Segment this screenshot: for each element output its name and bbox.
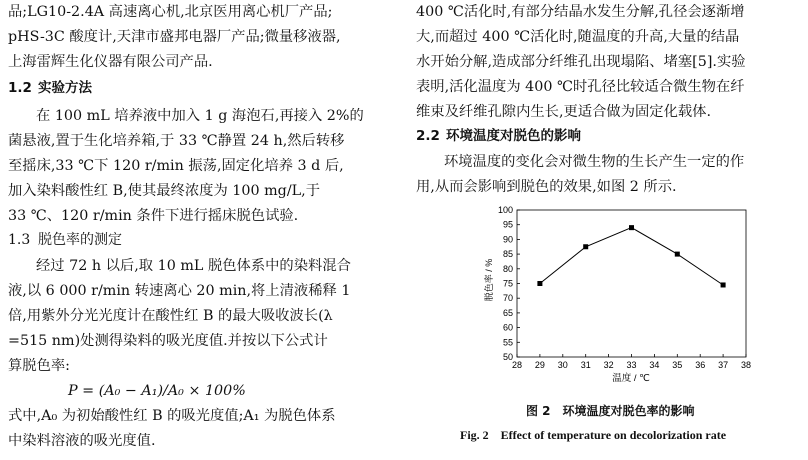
section-number: 2.2	[416, 128, 440, 144]
decolorization-formula: P = (A₀ − A₁)/A₀ × 100%	[68, 383, 246, 399]
paragraph-line: 经过 72 h 以后,取 10 mL 脱色体系中的染料混合	[36, 258, 351, 274]
section-number: 1.3	[8, 232, 31, 248]
x-tick-label: 33	[626, 360, 637, 370]
y-tick-label: 90	[502, 234, 513, 245]
x-tick-label: 36	[695, 360, 706, 370]
figure-caption-cn: 图 2 环境温度对脱色率的影响	[526, 404, 695, 418]
chart-series	[537, 225, 725, 287]
data-point	[721, 282, 726, 287]
x-tick-label: 35	[672, 360, 683, 370]
data-point	[629, 225, 634, 230]
paragraph-line: 大,而超过 400 ℃活化时,随温度的升高,大量的结晶	[416, 29, 740, 45]
paragraph-line: =515 nm)处测得染料的吸光度值.并按以下公式计	[8, 333, 328, 349]
section-title: 脱色率的测定	[38, 232, 122, 248]
y-tick-label: 75	[502, 278, 513, 289]
x-axis-label: 温度 / ℃	[612, 373, 650, 384]
y-tick-label: 85	[502, 249, 513, 260]
y-tick-label: 70	[502, 293, 513, 304]
section-heading-1-2	[8, 78, 92, 98]
figure-2	[416, 200, 802, 460]
intro-line-1: 品;LG10-2.4A 高速离心机,北京医用离心机厂产品;	[8, 4, 333, 20]
x-tick-label: 34	[649, 360, 660, 370]
x-tick-label: 29	[534, 360, 545, 370]
chart-ticks	[498, 205, 751, 370]
chart-axes	[517, 210, 746, 357]
paragraph-line: 液,以 6 000 r/min 转速离心 20 min,将上清液稀释 1	[8, 283, 351, 299]
paragraph-line: 倍,用紫外分光光度计在酸性红 B 的最大吸收波长(λ	[8, 308, 333, 324]
paragraph-line: 400 ℃活化时,有部分结晶水发生分解,孔径会逐渐增	[416, 4, 745, 20]
x-tick-label: 30	[557, 360, 568, 370]
section-heading-2-2	[416, 126, 581, 146]
x-tick-label: 38	[740, 360, 752, 370]
data-point	[675, 252, 680, 257]
data-point	[583, 244, 588, 249]
y-tick-label: 50	[502, 352, 513, 362]
paragraph-line: 菌悬液,置于生化培养箱,于 33 ℃静置 24 h,然后转移	[8, 133, 345, 149]
y-tick-label: 80	[502, 263, 513, 274]
paragraph-line: 33 ℃、120 r/min 条件下进行摇床脱色试验.	[8, 208, 299, 224]
paragraph-line: 至摇床,33 ℃下 120 r/min 振荡,固定化培养 3 d 后,	[8, 158, 344, 174]
x-tick-label: 28	[511, 360, 523, 370]
intro-line-2: pHS-3C 酸度计,天津市盛邦电器厂产品;微量移液器,	[8, 29, 341, 45]
paragraph-line: 在 100 mL 培养液中加入 1 g 海泡石,再接入 2%的	[36, 108, 364, 124]
plot-frame	[517, 210, 746, 357]
paragraph-line: 中染料溶液的吸光度值.	[8, 433, 156, 449]
paragraph-line: 水开始分解,造成部分纤维孔出现塌陷、堵塞[5].实验	[416, 54, 746, 70]
data-point	[537, 281, 542, 286]
paragraph-line: 算脱色率:	[8, 358, 71, 374]
paragraph-line: 环境温度的变化会对微生物的生长产生一定的作	[444, 154, 745, 170]
section-title: 实验方法	[38, 80, 92, 96]
intro-line-3: 上海雷辉生化仪器有限公司产品.	[8, 54, 213, 70]
y-axis-label: 脱色率 / %	[484, 258, 494, 302]
y-tick-label: 65	[502, 307, 513, 318]
series-line	[540, 228, 723, 285]
paragraph-line: 式中,A₀ 为初始酸性红 B 的吸光度值;A₁ 为脱色体系	[8, 408, 336, 424]
temperature-chart	[416, 200, 802, 400]
y-tick-label: 100	[497, 205, 513, 215]
x-tick-label: 32	[603, 360, 614, 370]
x-tick-label: 37	[718, 360, 729, 370]
paragraph-line: 用,从而会影响到脱色的效果,如图 2 所示.	[416, 179, 677, 195]
paragraph-line: 加入染料酸性红 B,使其最终浓度为 100 mg/L,于	[8, 183, 320, 199]
section-title: 环境温度对脱色的影响	[446, 128, 581, 144]
figure-caption-en: Fig. 2 Effect of temperature on decolorization rate	[460, 428, 727, 442]
paragraph-line: 维束及纤维孔隙内生长,更适合做为固定化载体.	[416, 104, 712, 120]
x-tick-label: 31	[580, 360, 591, 370]
paragraph-line: 表明,活化温度为 400 ℃时孔径比较适合微生物在纤	[416, 79, 745, 95]
y-tick-label: 95	[502, 219, 513, 230]
y-tick-label: 55	[502, 337, 513, 348]
y-tick-label: 60	[502, 322, 513, 333]
section-number: 1.2	[8, 80, 32, 96]
section-heading-1-3	[8, 230, 122, 250]
